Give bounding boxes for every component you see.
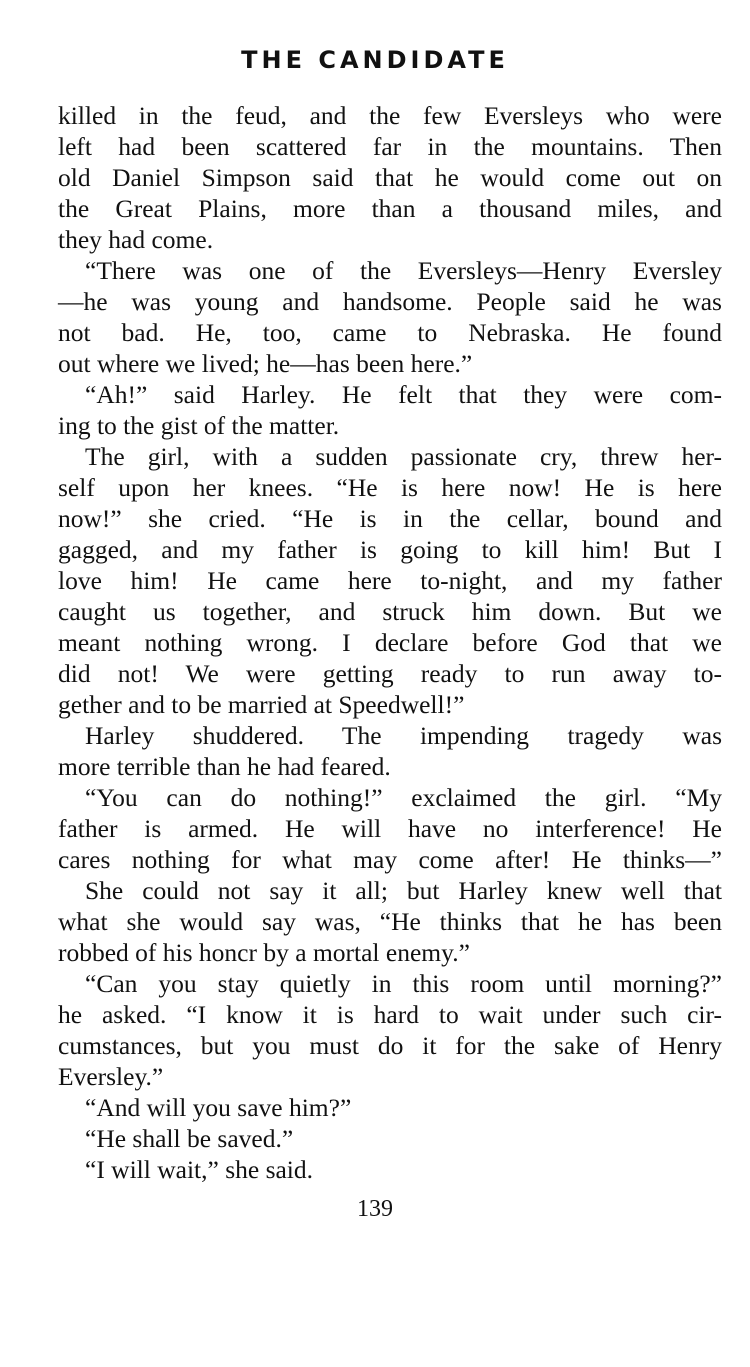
- page-number: 139: [357, 1196, 393, 1222]
- text-line: out where we lived; he—has been here.”: [58, 349, 473, 378]
- running-header: THE CANDIDATE: [241, 46, 509, 74]
- body-text: [58, 100, 722, 1185]
- text-line: —he was young and handsome. People said he was: [58, 287, 722, 316]
- text-line: not bad. He, too, came to Nebraska. He found: [58, 318, 722, 347]
- text-line: father is armed. He will have no interference! He: [58, 814, 722, 843]
- text-line: “And will you save him?”: [85, 1093, 352, 1122]
- text-line: the Great Plains, more than a thousand miles, and: [58, 194, 722, 223]
- text-line: did not! We were getting ready to run away to-: [58, 659, 722, 688]
- text-line: left had been scattered far in the mountains. Then: [58, 132, 722, 161]
- text-line: The girl, with a sudden passionate cry, threw her-: [85, 442, 722, 471]
- text-line: “He shall be saved.”: [85, 1124, 294, 1153]
- text-line: “I will wait,” she said.: [85, 1155, 314, 1184]
- text-line: Eversley.”: [58, 1062, 164, 1091]
- text-line: killed in the feud, and the few Eversleys who were: [58, 101, 722, 130]
- text-line: gagged, and my father is going to kill him! But I: [58, 535, 722, 564]
- text-line: gether and to be married at Speedwell!”: [58, 690, 465, 719]
- text-line: cares nothing for what may come after! He thinks—”: [58, 845, 722, 874]
- text-line: “There was one of the Eversleys—Henry Eversley: [85, 256, 722, 285]
- text-line: robbed of his honcr by a mortal enemy.”: [58, 938, 470, 967]
- text-line: Harley shuddered. The impending tragedy was: [85, 721, 722, 750]
- text-line: “You can do nothing!” exclaimed the girl. “My: [85, 783, 722, 812]
- text-line: he asked. “I know it is hard to wait under such cir-: [58, 1000, 722, 1029]
- text-line: self upon her knees. “He is here now! He is here: [58, 473, 722, 502]
- text-line: “Can you stay quietly in this room until morning?”: [85, 969, 722, 998]
- text-line: now!” she cried. “He is in the cellar, bound and: [58, 504, 722, 533]
- text-line: meant nothing wrong. I declare before God that we: [58, 628, 722, 657]
- text-line: they had come.: [58, 225, 214, 254]
- text-line: more terrible than he had feared.: [58, 752, 391, 781]
- text-line: “Ah!” said Harley. He felt that they were com-: [85, 380, 722, 409]
- text-line: caught us together, and struck him down. But we: [58, 597, 722, 626]
- text-line: what she would say was, “He thinks that he has been: [58, 907, 722, 936]
- text-line: She could not say it all; but Harley knew well that: [85, 876, 722, 905]
- text-line: old Daniel Simpson said that he would come out on: [58, 163, 722, 192]
- text-line: cumstances, but you must do it for the sake of Henry: [58, 1031, 722, 1060]
- text-line: ing to the gist of the matter.: [58, 411, 340, 440]
- text-line: love him! He came here to-night, and my father: [58, 566, 722, 595]
